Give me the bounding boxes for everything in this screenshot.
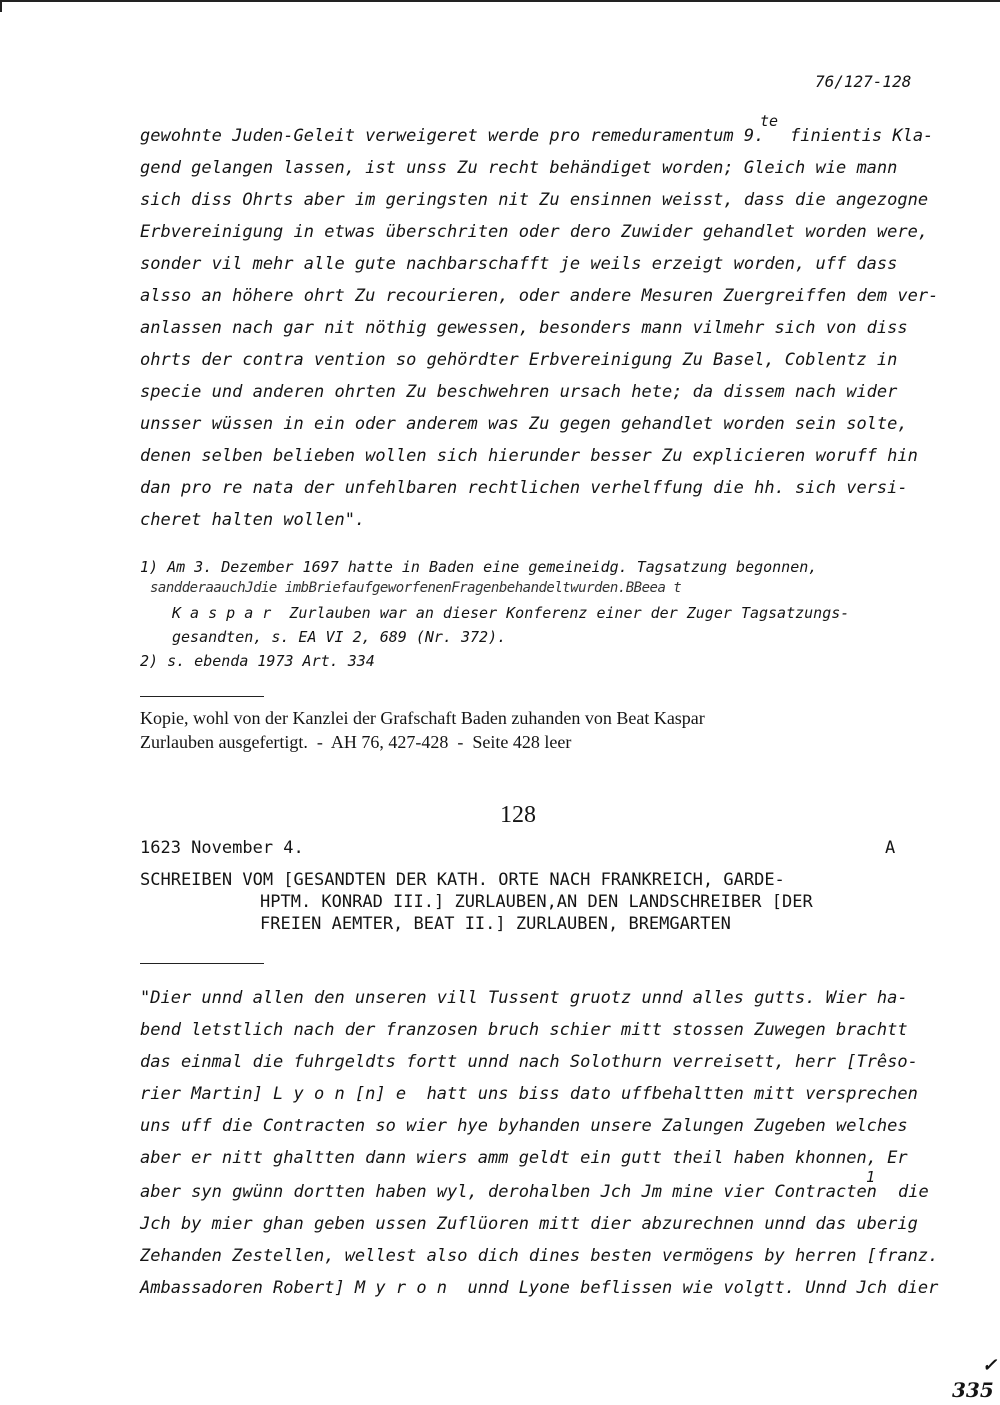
separator-rule-2 (140, 963, 264, 964)
separator-rule-1 (140, 696, 264, 697)
letter-line-9: Zehanden Zestellen, wellest also dich dines besten vermögens by herren [franz. (140, 1246, 939, 1266)
letter-line-3: das einmal die fuhrgeldts fortt unnd nach Solothurn verreisett, herr [Trêso- (140, 1052, 918, 1072)
body-line-3: sich diss Ohrts aber im geringsten nit Zu ensinnen weisst, dass die angezogne (140, 190, 929, 210)
heading-line-3: FREIEN AEMTER, BEAT II.] ZURLAUBEN, BREMGARTEN (260, 914, 731, 934)
body-line-12: dan pro re nata der unfehlbaren rechtlichen verhelffung die hh. sich versi- (140, 478, 908, 498)
letter-line-7-footnote-ref: 1 (866, 1168, 876, 1186)
letter-line-6: aber er nitt ghaltten dann wiers amm geldt ein gutt theil haben khonnen, Er (140, 1148, 908, 1168)
heading-line-2: HPTM. KONRAD III.] ZURLAUBEN,AN DEN LANDSCHREIBER [DER (260, 892, 813, 912)
source-note-line-2: Zurlauben ausgefertigt. - AH 76, 427-428 - Seite 428 leer (140, 732, 572, 752)
body-line-1-superscript: te (760, 112, 779, 130)
body-line-9: specie und anderen ohrten Zu beschwehren ursach hete; da dissem nach wider (140, 382, 898, 402)
letter-line-8: Jch by mier ghan geben ussen Zuflüoren mitt dier abzurechnen unnd das uberig (140, 1214, 918, 1234)
body-line-1: gewohnte Juden-Geleit verweigeret werde pro remeduramentum 9. (140, 126, 765, 146)
margin-checkmark: ✓ (982, 1355, 998, 1376)
handwritten-page-stamp: 335 (952, 1378, 994, 1402)
document-date: 1623 November 4. (140, 838, 304, 858)
letter-line-7: aber syn gwünn dortten haben wyl, derohalben Jch Jm mine vier Contracten (140, 1182, 877, 1202)
source-note-line-1: Kopie, wohl von der Kanzlei der Grafschaft Baden zuhanden von Beat Kaspar (140, 708, 705, 728)
scan-top-edge (0, 0, 1000, 2)
footnote-2: 2) s. ebenda 1973 Art. 334 (140, 652, 375, 670)
body-line-13: cheret halten wollen". (140, 510, 366, 530)
letter-line-4: rier Martin] L y o n [n] e hatt uns biss dato uffbehaltten mitt versprechen (140, 1084, 918, 1104)
body-line-11: denen selben belieben wollen sich hierunder besser Zu explicieren woruff hin (140, 446, 918, 466)
footnote-1-line-1: 1) Am 3. Dezember 1697 hatte in Baden eine gemeineidg. Tagsatzung begonnen, (140, 558, 818, 576)
body-line-6: alsso an höhere ohrt Zu recourieren, oder andere Mesuren Zuergreiffen dem ver- (140, 286, 939, 306)
letter-line-1: "Dier unnd allen den unseren vill Tussent gruotz unnd alles gutts. Wier ha- (140, 988, 908, 1008)
body-line-5: sonder vil mehr alle gute nachbarschafft je weils erzeigt worden, uff dass (140, 254, 898, 274)
footnote-1-line-4: gesandten, s. EA VI 2, 689 (Nr. 372). (172, 628, 507, 646)
body-line-10: unsser wüssen in ein oder anderem was Zu gegen gehandlet worden sein solte, (140, 414, 908, 434)
body-line-7: anlassen nach gar nit nöthig gewessen, besonders mann vilmehr sich von diss (140, 318, 908, 338)
scan-left-edge (0, 0, 2, 12)
page-reference: 76/127-128 (815, 72, 912, 91)
footnote-1-overstrike-line: sandderaauchJdie imbBriefaufgeworfenenFragenbehandeltwurden.BBeea t (150, 580, 682, 596)
letter-line-5: uns uff die Contracten so wier hye byhanden unsere Zalungen Zugeben welches (140, 1116, 908, 1136)
document-number: 128 (500, 802, 536, 828)
body-line-1-tail: finientis Kla- (790, 126, 934, 146)
body-line-2: gend gelangen lassen, ist unss Zu recht behändiget worden; Gleich wie mann (140, 158, 898, 178)
letter-line-7-tail: die (898, 1182, 929, 1202)
footnote-1-line-3: K a s p a r Zurlauben war an dieser Konferenz einer der Zuger Tagsatzungs- (172, 604, 850, 622)
document-letter: A (885, 838, 896, 858)
body-line-8: ohrts der contra vention so gehördter Erbvereinigung Zu Basel, Coblentz in (140, 350, 898, 370)
letter-line-2: bend letstlich nach der franzosen bruch schier mitt stossen Zuwegen brachtt (140, 1020, 908, 1040)
heading-line-1: SCHREIBEN VOM [GESANDTEN DER KATH. ORTE NACH FRANKREICH, GARDE- (140, 870, 785, 890)
letter-line-10: Ambassadoren Robert] M y r o n unnd Lyone beflissen wie volgtt. Unnd Jch dier (140, 1278, 939, 1298)
body-line-4: Erbvereinigung in etwas überschriten oder dero Zuwider gehandlet worden were, (140, 222, 929, 242)
